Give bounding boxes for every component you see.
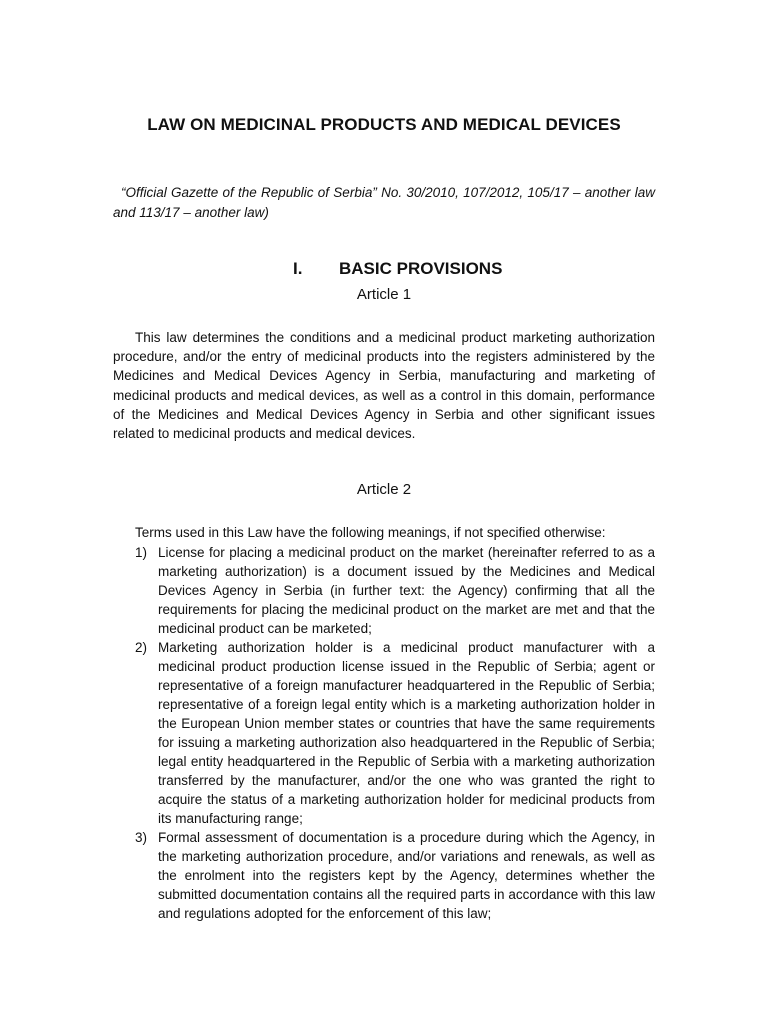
definition-text: Marketing authorization holder is a medicinal product manufacturer with a medicinal product production license issued in the Republic of Serbia; agent or representative of a foreign manufacturer headquartered in the Republic of Serbia; representative of a foreign legal entity which is a marketing authorization holder in the European Union member states or countries that have the same requirements for issuing a marketing authorization also headquartered in the Republic of Serbia; legal entity headquartered in the Republic of Serbia with a marketing authorization transferred by the manufacturer, and/or the one who was granted the right to acquire the status of a marketing authorization holder for medicinal products from its manufacturing range; <box>158 640 655 826</box>
article-1-heading: Article 1 <box>356 286 412 303</box>
document-title: LAW ON MEDICINAL PRODUCTS AND MEDICAL DEVICES <box>147 115 621 134</box>
gazette-reference: “Official Gazette of the Republic of Serbia” No. 30/2010, 107/2012, 105/17 – another law and 113/17 – another law) <box>113 185 655 220</box>
chapter-number: I. <box>293 259 303 278</box>
definition-number: 2) <box>135 640 148 655</box>
definitions-list <box>135 543 655 923</box>
definition-number: 1) <box>135 545 148 560</box>
definition-item-3 <box>135 828 655 923</box>
article-2-heading: Article 2 <box>356 481 412 498</box>
definition-number: 3) <box>135 830 148 845</box>
definition-text: Formal assessment of documentation is a procedure during which the Agency, in the marketing authorization procedure, and/or variations and renewals, as well as the enrolment into the registers kept by the Agency, determines whether the submitted documentation contains all the required parts in accordance with this law and regulations adopted for the enforcement of this law; <box>158 830 655 921</box>
chapter-title: BASIC PROVISIONS <box>339 259 503 278</box>
article-1-text: This law determines the conditions and a medicinal product marketing authorization procedure, and/or the entry of medicinal products into the registers administered by the Medicines and Medical Devices Agency in Serbia, manufacturing and marketing of medicinal products and medical devices, as well as a control in this domain, performance of the Medicines and Medical Devices Agency in Serbia and other significant issues related to medicinal products and medical devices. <box>113 330 655 442</box>
definition-item-1 <box>135 543 655 638</box>
article-2-intro: Terms used in this Law have the following meanings, if not specified otherwise: <box>135 525 606 540</box>
definition-text: License for placing a medicinal product on the market (hereinafter referred to as a marketing authorization) is a document issued by the Medicines and Medical Devices Agency in Serbia (in further text: the Agency) confirming that all the requirements for placing the medicinal product on the market are met and that the medicinal product can be marketed; <box>158 545 655 636</box>
definition-item-2 <box>135 638 655 828</box>
